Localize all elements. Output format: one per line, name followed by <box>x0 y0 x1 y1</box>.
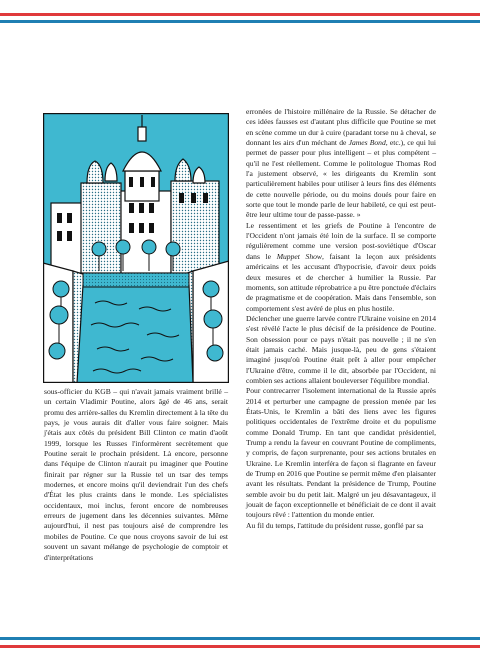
right-paragraph-3: Déclencher une guerre larvée contre l'Ukraine voisine en 2014 s'est révélé l'acte le plus décisif de la présidence de Poutine. Son obsession pour ce pays n'était pas nouvelle ; il ne s'en était jamais caché. Mais jusque-là, peu de gens s'étaient imaginé jusqu'où Poutine était prêt à aller pour empêcher l'Ukraine d'être, comme il le dit, absorbée par l'Occident, ni combien ses actions allaient bouleverser l'équilibre mondial. <box>246 313 436 385</box>
right-paragraph-2 <box>246 221 436 314</box>
right-paragraph-1 <box>246 107 436 221</box>
right-paragraph-2-text-b: , faisant la leçon aux présidents américains et les accusant d'hypocrisie, d'avoir deux poids deux mesures et de chercher à humilier la Russie. Par moments, son attitude réprobatrice a pu être ponctuée d'éclairs de pragmatisme et de coopération. Mais dans l'ensemble, son comportement s'est avéré de plus en plus hostile. <box>246 251 436 313</box>
james-bond-italic: James Bond <box>348 138 386 148</box>
kremlin-illustration <box>43 113 229 383</box>
bottom-blue-stripe <box>0 637 480 640</box>
top-red-stripe <box>0 13 480 16</box>
right-paragraph-4: Pour contrecarrer l'isolement international de la Russie après 2014 et perturber une campagne de pression menée par les États-Unis, le Kremlin a bâti des liens avec les figures politiques occidentales de l'extrême droite et du populisme comme Donald Trump. En tant que candidat présidentiel, Trump a rendu la faveur en couvrant Poutine de compliments, y compris, de façon surprenante, pour ses actions brutales en Ukraine. Le Kremlin interféra de façon si flagrante en faveur de Trump en 2016 que Poutine se permit même d'en plaisanter avant les résultats. Pendant la présidence de Trump, Poutine semble avoir bu du petit lait. Malgré un jeu désavantageux, il jouait de façon exceptionnelle et bénéficiait de ce dont il avait toujours rêvé : l'attention du monde entier. <box>246 386 436 520</box>
left-paragraph-1: sous-officier du KGB – qui n'avait jamais vraiment brillé – un certain Vladimir Poutine, alors âgé de 46 ans, serait promu des arrière-salles du Kremlin directement à la tête du pays, je vous aurais dit d'aller vous faire soigner. Mais j'étais aux côtés du président Bill Clinton ce matin d'août 1999, lorsque les Russes l'informèrent secrètement que Poutine serait le prochain président. Là encore, personne dans l'équipe de Clinton n'aurait pu imaginer que Poutine finirait par régner sur la Russie tel un tsar des temps modernes, et encore moins qu'il deviendrait l'un des chefs d'État les plus craints dans le monde. Les spécialistes occidentaux, moi inclus, feront encore de nombreuses erreurs de jugement dans les décennies suivantes. Même aujourd'hui, il nest pas toujours aisé de comprendre les mobiles de Poutine. Ce que nous croyons savoir de lui est souvent un savant mélange de psychologie de comptoir et d'interprétations <box>44 387 228 562</box>
left-text-column <box>44 387 228 563</box>
right-text-column <box>246 107 436 531</box>
bottom-red-stripe <box>0 645 480 648</box>
top-blue-stripe <box>0 20 480 23</box>
right-paragraph-1-text-b: , etc.), ce qui lui permet de passer pour plus intelligent – et plus compétent – qu'il ne l'est réellement. Comme le politologue Thomas Rod l'a justement observé, « les dirigeants du Kremlin sont particulièrement habiles pour utiliser à leurs fins des éléments de cette nouvelle période, ou du moins doués pour faire en sorte que tout le monde parle de leur habileté, ce qui est peut-être leur ultime tour de passe-passe. » <box>246 138 437 220</box>
right-paragraph-1-text-a: erronées de l'histoire millénaire de la Russie. Se détacher de ces idées fausses est d'autant plus difficile que Poutine se met en scène comme un dur à cuire (paradant torse nu à cheval, se donnant les airs d'un méchant de <box>246 107 436 148</box>
right-paragraph-2-text-a: Le ressentiment et les griefs de Poutine à l'encontre de l'Occident n'ont jamais été loin de la surface. Il se comporte régulièrement comme une version post-soviétique d'Oscar dans le <box>246 220 436 261</box>
right-paragraph-5: Au fil du temps, l'attitude du président russe, gonflé par sa <box>246 520 424 530</box>
muppet-show-italic: Muppet Show <box>276 251 322 261</box>
